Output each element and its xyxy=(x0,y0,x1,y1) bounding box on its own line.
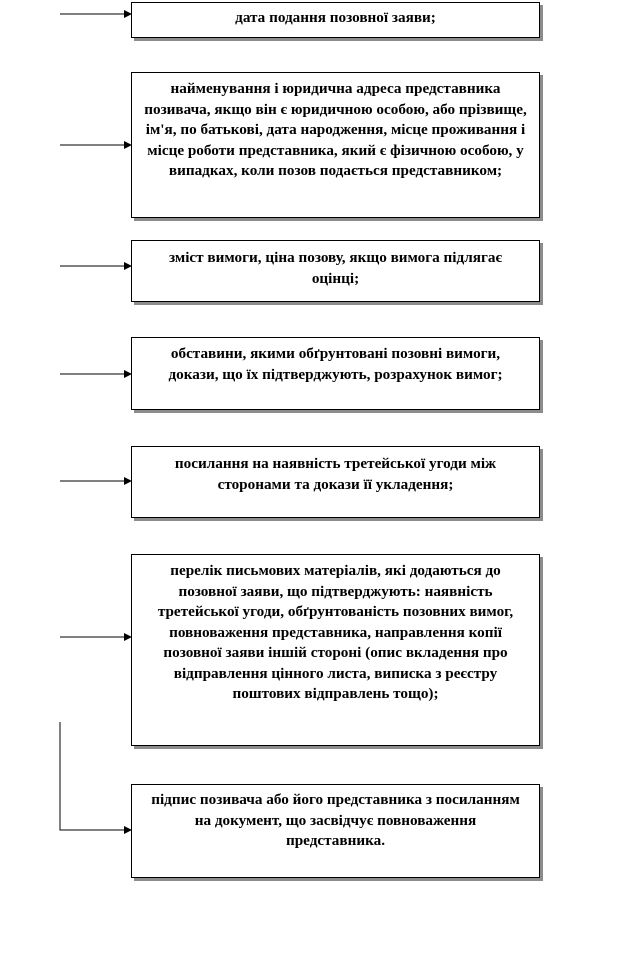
requirement-text-1: дата подання позовної заяви; xyxy=(235,9,436,26)
requirement-box-7 xyxy=(131,784,540,878)
requirement-text-6: перелік письмових матеріалів, які додаються до позовної заяви, що підтверджують: наявність третейської угоди, обґрунтованість позовних вимог, повноваження представника, направлення копії позовної заяви іншій стороні (опис вкладення про відправлення цінного листа, виписка з реєстру поштових відправлень тощо); xyxy=(157,562,514,702)
requirement-text-7: підпис позивача або його представника з посиланням на документ, що засвідчує повноваження представника. xyxy=(151,791,520,849)
requirement-box-4 xyxy=(131,337,540,410)
requirement-box-3 xyxy=(131,240,540,302)
arrow-7 xyxy=(60,722,131,830)
requirement-box-5 xyxy=(131,446,540,518)
requirement-box-1 xyxy=(131,2,540,38)
requirement-text-5: посилання на наявність третейської угоди між сторонами та докази її укладення; xyxy=(174,455,497,493)
requirement-text-2: найменування і юридична адреса представника позивача, якщо він є юридичною особою, або прізвище, ім'я, по батькові, дата народження, місце проживання і місце роботи представника, який є фізичною особою, у випадках, коли позов подається представником; xyxy=(144,80,527,179)
requirement-box-2 xyxy=(131,72,540,218)
requirement-box-6 xyxy=(131,554,540,746)
requirement-text-3: зміст вимоги, ціна позову, якщо вимога підлягає оцінці; xyxy=(168,249,503,287)
requirement-text-4: обставини, якими обґрунтовані позовні вимоги, докази, що їх підтверджують, розрахунок вимог; xyxy=(168,345,503,383)
